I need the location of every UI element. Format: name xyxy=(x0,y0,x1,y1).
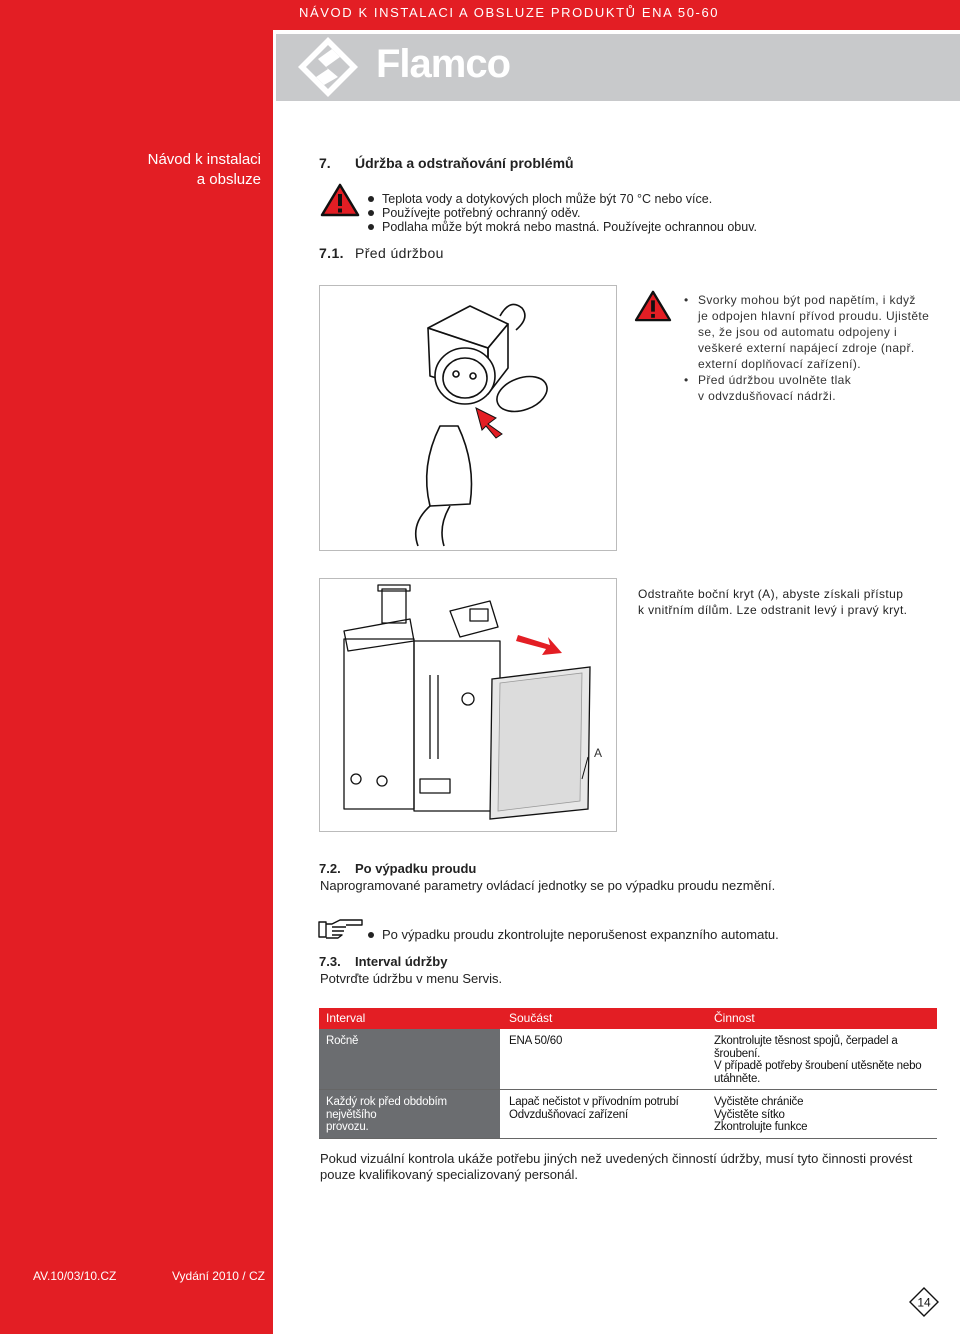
list-item: • Před údržbou uvolněte tlak v odvzdušňovací nádrži. xyxy=(684,372,929,404)
sidebar xyxy=(0,30,273,1334)
document-title: NÁVOD K INSTALACI A OBSLUZE PRODUKTŮ ENA 50-60 xyxy=(299,5,720,20)
side-cover-removal-illustration xyxy=(319,578,617,832)
warning-icon xyxy=(634,290,672,322)
table-header-activity: Činnost xyxy=(714,1011,755,1025)
maintenance-table xyxy=(319,1029,937,1139)
table-cell-activity: Vyčistěte chrániče Vyčistěte sítko Zkontrolujte funkce xyxy=(714,1096,808,1133)
section-7-1-bullets xyxy=(684,292,929,404)
warning-icon xyxy=(320,183,360,217)
plug-disconnect-illustration xyxy=(319,285,617,551)
table-cell-interval: Ročně xyxy=(326,1035,359,1047)
section-7-1-heading: 7.1. Před údržbou xyxy=(319,245,444,261)
list-item: Podlaha může být mokrá nebo mastná. Používejte ochrannou obuv. xyxy=(362,220,757,234)
table-cell-activity: Zkontrolujte těsnost spojů, čerpadel a šroubení. V případě potřeby šroubení utěsněte nebo utáhněte. xyxy=(714,1035,922,1085)
row-divider xyxy=(319,1138,937,1139)
page-number-badge xyxy=(909,1287,939,1317)
table-header-component: Součást xyxy=(509,1011,553,1025)
table-cell-component: ENA 50/60 xyxy=(509,1035,563,1047)
list-item: Používejte potřebný ochranný oděv. xyxy=(362,206,757,220)
cover-label-a: A xyxy=(594,746,603,760)
section-7-3-text: Potvrďte údržbu v menu Servis. xyxy=(320,971,503,986)
page-number: 14 xyxy=(917,1295,931,1310)
cover-instruction: Odstraňte boční kryt (A), abyste získali přístup k vnitřním dílům. Lze odstranit levý i pravý kryt. xyxy=(638,587,908,617)
closing-note: Pokud vizuální kontrola ukáže potřebu jiných než uvedených činností údržby, musí tyto činnosti provést pouze kvalifikovaný specializovaný personál. xyxy=(320,1151,913,1182)
list-item: Teplota vody a dotykových ploch může být 70 °C nebo více. xyxy=(362,192,757,206)
flamco-logo-icon xyxy=(296,35,360,99)
sidebar-label: Návod k instalaci a obsluze xyxy=(147,151,261,188)
top-bar xyxy=(0,0,960,30)
section-7-heading: 7. Údržba a odstraňování problémů xyxy=(319,155,574,171)
section-7-2-note xyxy=(362,928,779,942)
maintenance-table-header xyxy=(319,1008,937,1029)
table-cell-component: Lapač nečistot v přívodním potrubí Odvzdušňovací zařízení xyxy=(509,1096,679,1121)
list-item: Po výpadku proudu zkontrolujte neporušenost expanzního automatu. xyxy=(362,928,779,942)
logo-band xyxy=(276,34,960,101)
row-divider xyxy=(319,1089,937,1090)
machine-drawing xyxy=(320,579,618,833)
pointing-hand-icon xyxy=(318,918,364,940)
section-7-2-text: Naprogramované parametry ovládací jednotky se po výpadku proudu nezmění. xyxy=(320,878,776,893)
section-7-warnings xyxy=(362,192,757,234)
table-header-interval: Interval xyxy=(326,1011,366,1025)
list-item: • Svorky mohou být pod napětím, i když je odpojen hlavní přívod proudu. Ujistěte se, že jsou od automatu odpojeny i veškeré externí napájecí zdroje (např. externí doplňovací zařízení). xyxy=(684,292,929,372)
brand-name: Flamco xyxy=(376,42,511,86)
footer-doc-code: AV.10/03/10.CZ xyxy=(33,1269,117,1283)
plug-drawing xyxy=(320,286,618,552)
section-7-2-heading: 7.2. Po výpadku proudu xyxy=(319,861,477,876)
table-cell-interval: Každý rok před obdobím největšího provozu. xyxy=(326,1096,447,1133)
footer-edition: Vydání 2010 / CZ xyxy=(172,1269,265,1283)
section-7-3-heading: 7.3. Interval údržby xyxy=(319,954,448,969)
